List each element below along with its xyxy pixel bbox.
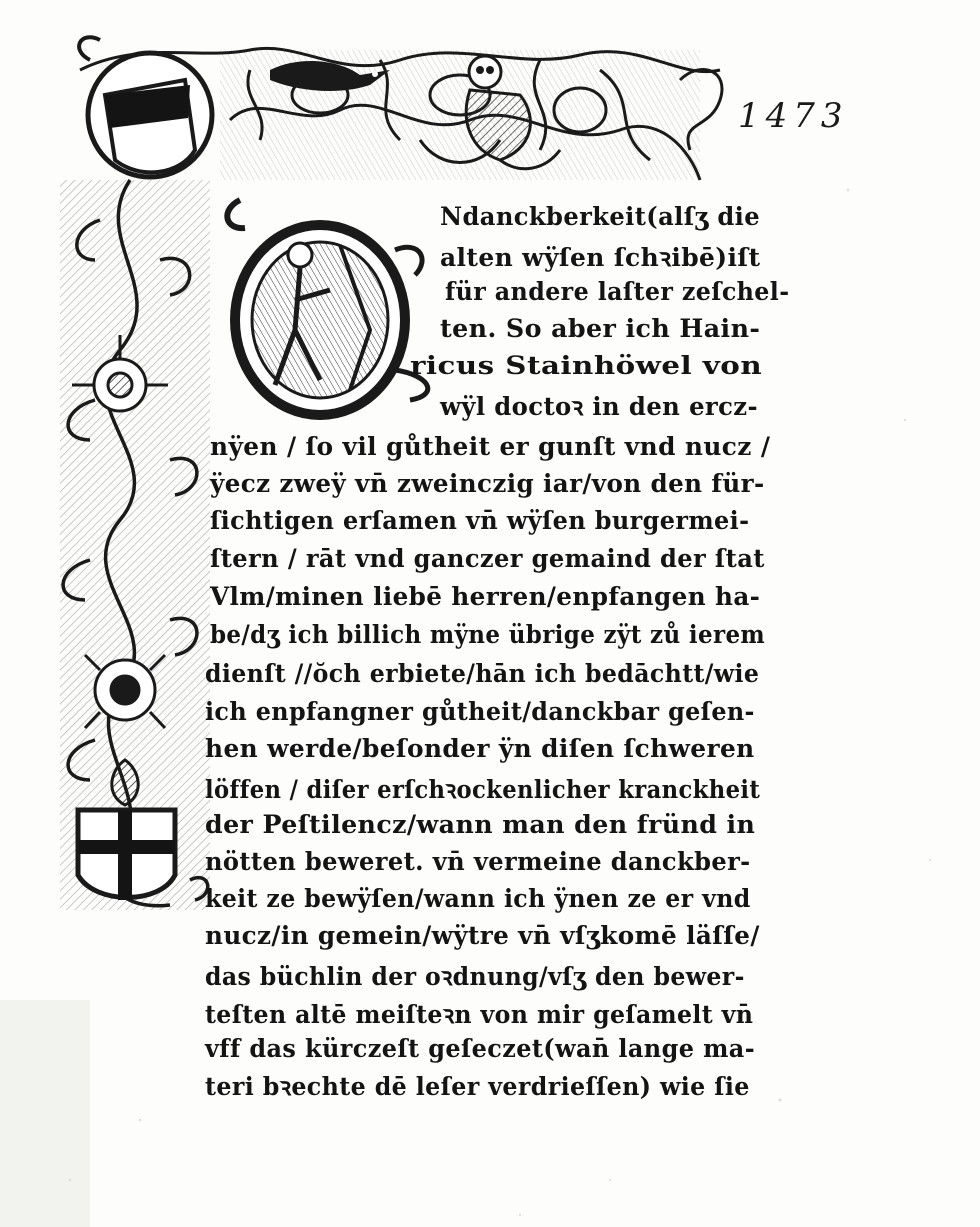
text-line: teri bꝛechte dē leſer verdrieſſen) wie ſie [205,1072,750,1101]
text-line: löffen / diſer erſchꝛockenlicher kranckheit [205,775,761,804]
decorated-initial-figure-icon [227,200,427,415]
text-line: Vlm/minen liebē herren/enpfangen ha- [210,582,761,611]
text-line: teſten altē meiſteꝛn von mir geſamelt vn̄ [205,1000,754,1029]
text-line: ich enpfangner gůtheit/danckbar geſen- [205,697,755,726]
text-line: ricus Stainhöwel von [410,351,763,380]
text-line: ten. So aber ich Hain- [440,314,761,343]
text-line: das büchlin der oꝛdnung/vſʒ den bewer- [205,962,745,991]
text-line: nötten beweret. vn̄ vermeine danckber- [205,847,751,876]
text-line: hen werde/beſonder ÿn diſen ſchweren [205,734,755,763]
page-year: 1473 [738,96,849,136]
text-line: vff das kürczeſt geſeczet(wan̄ lange ma- [205,1034,756,1063]
text-line: nÿen / ſo vil gůtheit er gunſt vnd nucz / [210,432,771,461]
text-line: be/dʒ ich billich mÿne übrige zÿt zů ierem [210,620,766,649]
text-line: ÿecz zweÿ vn̄ zweinczig iar/von den für- [210,469,765,498]
text-line: dienſt //ŏch erbiete/hān ich bedāchtt/wie [205,659,760,688]
text-line: ſichtigen erſamen vn̄ wÿſen burgermei- [210,506,750,535]
text-line: für andere laſter zeſchel- [445,277,790,306]
text-line: der Peſtilencz/wann man den fründ in [205,810,756,839]
text-line: wÿl doctoꝛ in den ercz- [440,392,758,421]
text-line: nucz/in gemein/wÿtre vn̄ vſʒkomē läſſe/ [205,921,760,950]
text-line: ſtern / rāt vnd ganczer gemaind der ſtat [210,544,765,573]
text-line: alten wÿſen ſchꝛibē)iſt [440,243,761,272]
text-line: keit ze bewÿſen/wann ich ÿnen ze er vnd [205,884,751,913]
coat-of-arms-icon [79,37,212,177]
text-line: Ndanckberkeit(alſʒ die [440,202,761,231]
